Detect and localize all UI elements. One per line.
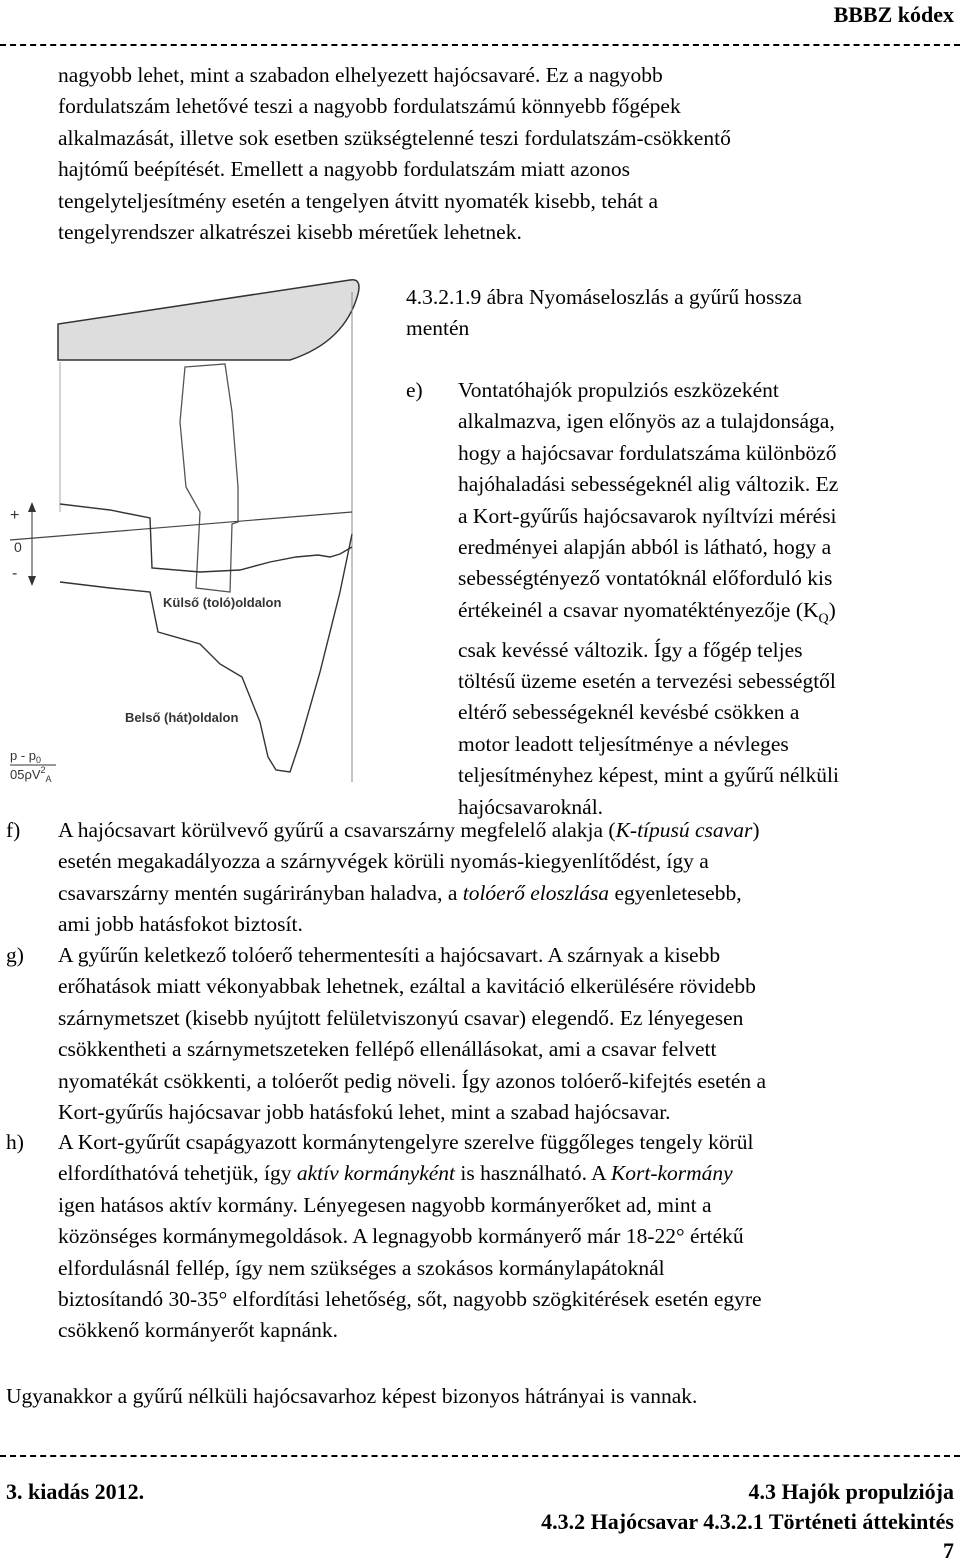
text-line: fordulatszám lehetővé teszi a nagyobb fordulatszámú könnyebb főgépek <box>58 94 681 119</box>
text-line: eltérő sebességeknél kevésbé csökken a <box>458 700 800 725</box>
item-f-text <box>58 815 956 941</box>
axis-arrow-down <box>28 576 36 586</box>
ring-section-shape <box>58 280 359 360</box>
text-line: sebességtényező vontatóknál előforduló kis <box>458 566 833 591</box>
text-line: csavarszárny mentén sugárirányban haladva, a tolóerő eloszlása egyenletesebb, <box>58 880 742 905</box>
axis-zero-label: 0 <box>14 539 22 555</box>
text-line: esetén megakadályozza a szárnyvégek körüli nyomás-kiegyenlítődést, így a <box>58 849 709 874</box>
italic-term: aktív kormányként <box>296 1161 456 1186</box>
text-line: Vontatóhajók propulziós eszközeként <box>458 378 779 402</box>
text-line: elfordíthatóvá tehetjük, így aktív kormányként is használható. A Kort-kormány <box>58 1161 733 1186</box>
intro-paragraph <box>58 60 948 248</box>
list-letter: h) <box>6 1130 24 1154</box>
text-line: csökkenő kormányerőt kapnánk. <box>58 1318 339 1343</box>
text-line: alkalmazását, illetve sok esetben szükségtelenné teszi fordulatszám-csökkentő <box>58 125 731 150</box>
list-letter: g) <box>6 943 24 967</box>
text-line: ami jobb hatásfokot biztosít. <box>58 912 303 937</box>
text-line: eredményei alapján abból is látható, hogy a <box>458 535 832 560</box>
axis-plus-label: + <box>10 507 20 524</box>
text-line: szárnymetszet (kisebb nyújtott felületviszonyú csavar) elegendő. Ez lényegesen <box>58 1005 744 1030</box>
italic-term: tolóerő eloszlása <box>462 880 610 905</box>
text-line: Kort-gyűrűs hajócsavar jobb hatásfokú lehet, mint a szabad hajócsavar. <box>58 1100 671 1125</box>
text-line: teljesítményhez képest, mint a gyűrű nélküli <box>458 763 839 788</box>
text-fragment: értékeinél a csavar nyomatéktényezője (K <box>458 597 819 622</box>
closing-sentence: Ugyanakkor a gyűrű nélküli hajócsavarhoz képest bizonyos hátrányai is vannak. <box>6 1384 698 1408</box>
text-line: csökkentheti a szárnymetszeteken fellépő ellenállásokat, ami a csavar felvett <box>58 1037 717 1062</box>
text-line: csak kevéssé változik. Így a főgép teljes <box>458 637 803 662</box>
footer-edition: 3. kiadás 2012. <box>6 1479 145 1504</box>
text-line: hogy a hajócsavar fordulatszáma különböző <box>458 440 837 465</box>
header-divider <box>0 44 960 46</box>
figure-caption <box>406 282 802 345</box>
text-line: biztosítandó 30-35° elfordítási lehetőség, sőt, nagyobb szögkitérések esetén egyre <box>58 1287 762 1312</box>
text-line: hajócsavaroknál. <box>458 794 604 819</box>
text-line: elfordulásnál fellép, így nem szükséges a szokásos kormánylapátoknál <box>58 1255 665 1280</box>
item-h-text <box>58 1127 956 1347</box>
kq-subscript: Q <box>818 611 829 627</box>
text-line: nagyobb lehet, mint a szabadon elhelyezett hajócsavaré. Ez a nagyobb <box>58 63 663 87</box>
list-letter: e) <box>406 378 423 402</box>
axis-numerator: p - $p_0$ <box>10 748 42 765</box>
list-item-e <box>406 375 956 823</box>
list-item-f <box>6 815 956 941</box>
italic-term: K-típusú csavar <box>615 818 753 842</box>
text-line: A hajócsavart körülvevő gyűrű a csavarszárny megfelelő alakja (K-típusú csavar) <box>58 818 760 842</box>
text-line: A gyűrűn keletkező tolóerő tehermentesíti a hajócsavart. A szárnyak a kisebb <box>58 943 721 967</box>
zero-line <box>10 512 352 540</box>
text-line: hajtómű beépítését. Emellett a nagyobb fordulatszám miatt azonos <box>58 157 630 182</box>
item-e-text <box>458 375 956 823</box>
text-line: hajóhaladási sebességeknél alig változik. Ez <box>458 472 839 497</box>
text-line: közönséges kormánymegoldások. A legnagyobb kormányerő már 18-22° értékű <box>58 1224 744 1249</box>
caption-line: 4.3.2.1.9 ábra Nyomáseloszlás a gyűrű hossza <box>406 285 802 309</box>
text-line: tengelyrendszer alkatrészei kisebb méretűek lehetnek. <box>58 220 522 245</box>
text-line: alkalmazva, igen előnyös az a tulajdonsága, <box>458 409 835 434</box>
text-line: a Kort-gyűrűs hajócsavarok nyíltvízi mérési <box>458 503 837 528</box>
text-line: töltésű üzeme esetén a tervezési sebességtől <box>458 668 836 693</box>
caption-line: mentén <box>406 316 470 341</box>
axis-arrow-up <box>28 502 36 512</box>
text-fragment: ) <box>828 597 836 622</box>
footer-subsection: 4.3.2 Hajócsavar 4.3.2.1 Történeti áttekintés <box>541 1509 954 1534</box>
pressure-distribution-figure <box>0 272 400 787</box>
italic-term: Kort-kormány <box>610 1161 733 1186</box>
outer-side-label: Külső (toló)oldalon <box>163 595 282 610</box>
list-item-h <box>6 1127 956 1347</box>
text-line: erőhatások miatt vékonyabbak lehetnek, ezáltal a kavitáció elkerülésére rövidebb <box>58 974 756 999</box>
text-line <box>458 595 956 635</box>
page-number: 7 <box>943 1538 954 1563</box>
inner-side-label: Belső (hát)oldalon <box>125 710 239 725</box>
text-line: tengelyteljesítmény esetén a tengelyen átvitt nyomaték kisebb, tehát a <box>58 188 659 213</box>
item-g-text <box>58 940 956 1128</box>
axis-denominator: $05\rho V^2_A$ <box>10 765 52 784</box>
axis-minus-label: - <box>12 565 18 582</box>
list-letter: f) <box>6 818 21 842</box>
text-line: A Kort-gyűrűt csapágyazott kormánytengelyre szerelve függőleges tengely körül <box>58 1130 754 1154</box>
text-line: nyomatékát csökkenti, a tolóerőt pedig növeli. Így azonos tolóerő-kifejtés esetén a <box>58 1068 767 1093</box>
footer-divider <box>0 1455 960 1457</box>
document-code: BBBZ kódex <box>833 2 954 27</box>
list-item-g <box>6 940 956 1128</box>
text-line: igen hatásos aktív kormány. Lényegesen nagyobb kormányerőket ad, mint a <box>58 1192 712 1217</box>
blade-shape <box>180 364 238 592</box>
footer-section: 4.3 Hajók propulziója <box>748 1479 954 1504</box>
text-line: motor leadott teljesítménye a névleges <box>458 731 789 756</box>
